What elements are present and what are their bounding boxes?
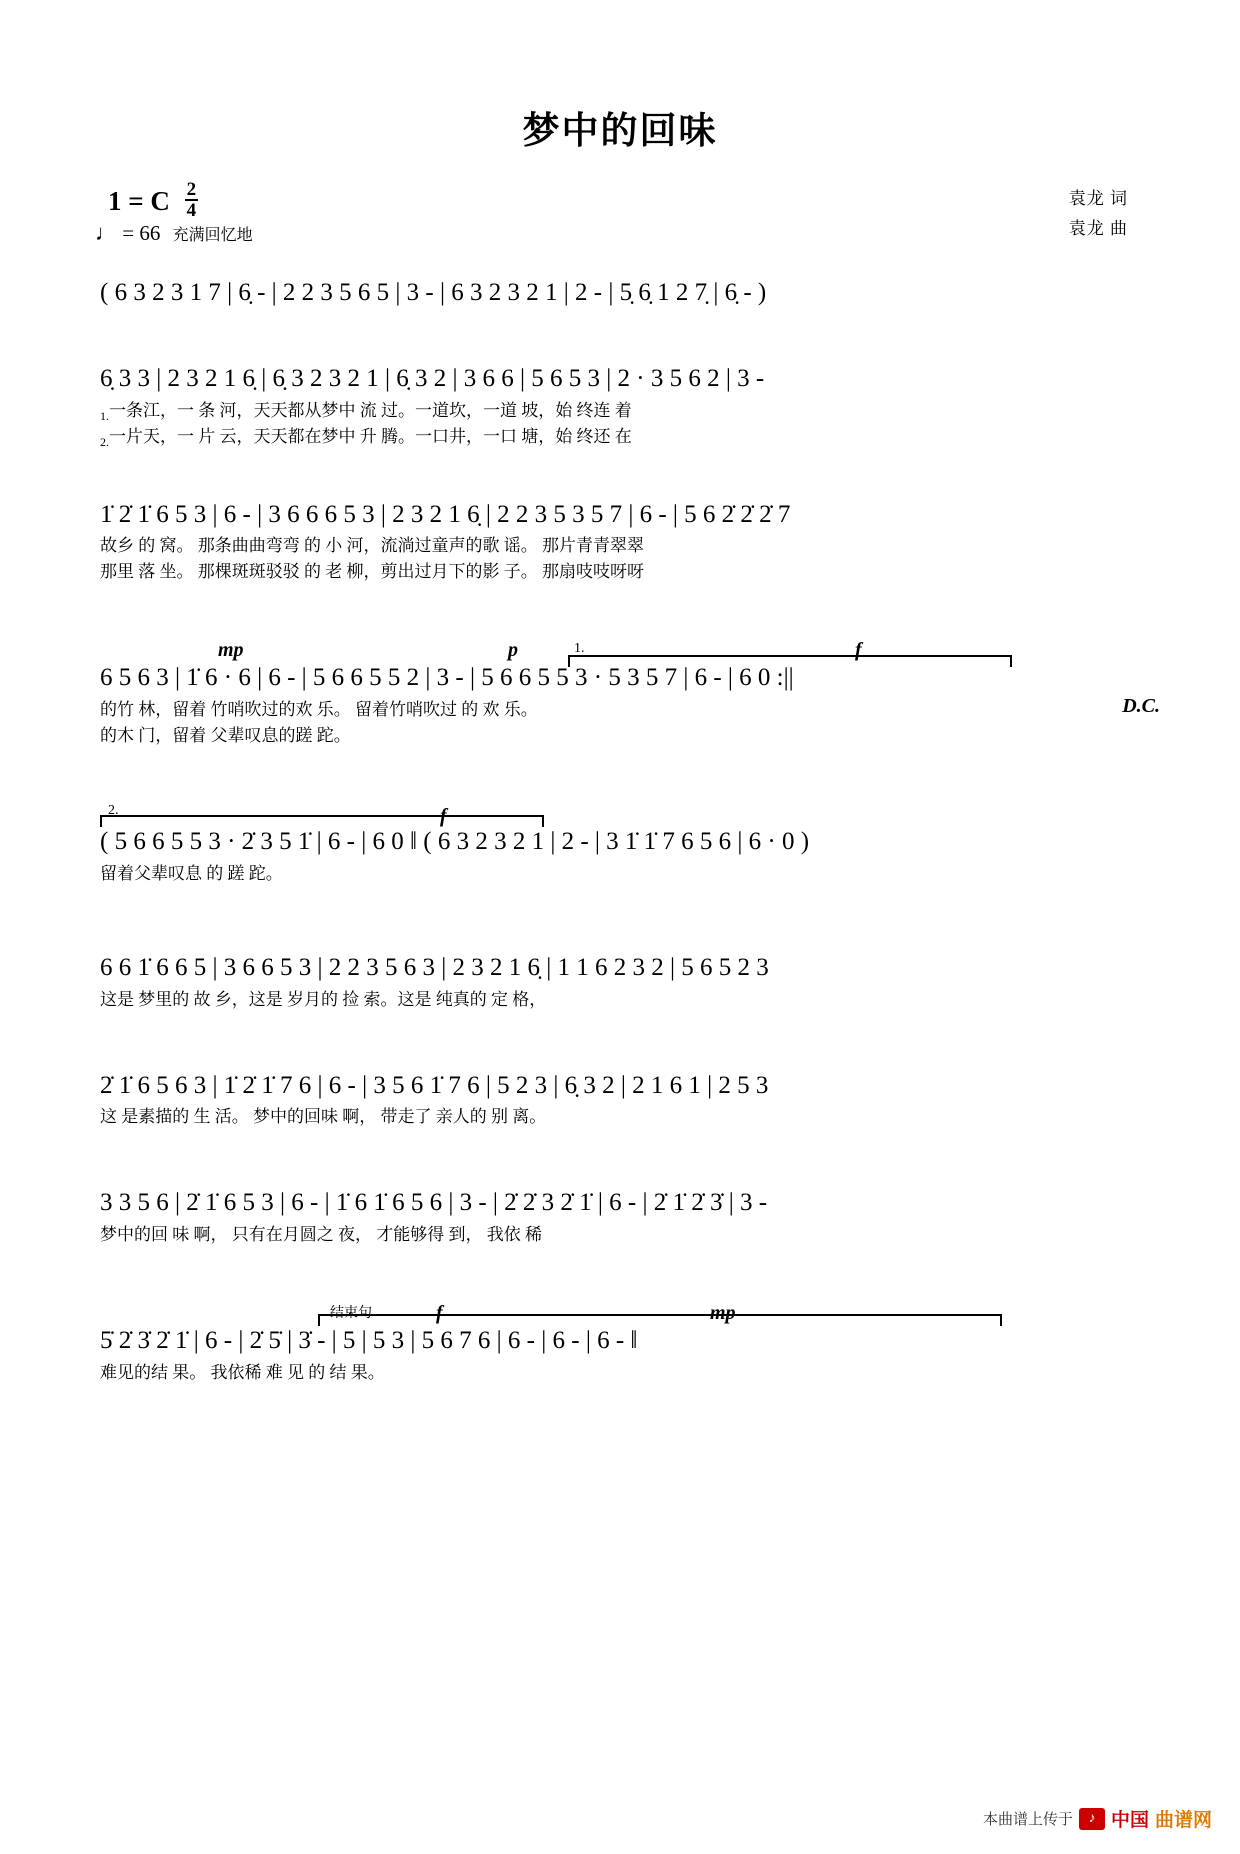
lyric-line	[100, 985, 1150, 1011]
music-system-3	[0, 498, 1240, 584]
verse-number: 2.	[100, 434, 109, 449]
second-ending-label: 2.	[108, 803, 119, 818]
coda-label: 结束句	[330, 1306, 372, 1321]
tempo-expression: 充满回忆地	[172, 227, 253, 244]
lyric-line	[100, 557, 1150, 583]
lyric-line	[100, 721, 1150, 747]
lyricist-credit: 袁龙 词	[1068, 189, 1128, 208]
music-system-7	[0, 1069, 1240, 1129]
music-system-2	[0, 362, 1240, 448]
dc-marking: D.C.	[1122, 695, 1160, 717]
lyric-text: 的木 门，留着 父辈叹息的蹉 跎。	[100, 726, 351, 745]
music-system-1	[0, 276, 1240, 310]
lyric-line	[100, 1358, 1150, 1384]
lyric-line	[100, 1220, 1150, 1246]
watermark	[983, 1805, 1212, 1832]
music-note-icon: ♪	[1079, 1808, 1105, 1830]
tempo-bpm: 66	[139, 221, 161, 245]
dynamic-p: p	[508, 639, 518, 662]
dynamic-f: f	[855, 639, 862, 662]
music-system-8	[0, 1186, 1240, 1246]
key-signature-label: 1 = C	[108, 186, 170, 216]
lyric-line	[100, 695, 1160, 721]
lyric-text: 故乡 的 窝。 那条曲曲弯弯 的 小 河，流淌过童声的歌 谣。 那片青青翠翠	[100, 536, 644, 556]
notation-line: 1̇ 2̇ 1̇ 6 5 3 | 6 - | 3 6 6 6 5 3 | 2 3 2 1 6̣ | 2 2 3 5 3 5 7 | 6 - | 5 6 2̇ 2̇ 2̇ 7	[100, 500, 791, 528]
notation-line: 6 6 1̇ 6 6 5 | 3 6 6 5 3 | 2 2 3 5 6 3 | 2 3 2 1 6̣ | 1 1 6 2 3 2 | 5 6 5 2 3	[100, 953, 769, 981]
lyric-text: 这是 梦里的 故 乡，这是 岁月的 捡 索。这是 纯真的 定 格，	[100, 989, 547, 1009]
music-system-5	[0, 803, 1240, 885]
time-signature	[185, 180, 199, 220]
lyric-text: 留着父辈叹息 的 蹉 跎。	[100, 863, 283, 883]
lyric-line	[100, 1102, 1150, 1128]
tempo-marking	[95, 220, 253, 246]
sheet-music-page	[0, 100, 1240, 1854]
notation-line: 6 5 6 3 | 1̇ 6 · 6 | 6 - | 5 6 6 5 5 2 | 3 - | 5 6 6 5 5 3 · 5 3 5 7 | 6 - | 6 0 :||	[100, 664, 794, 692]
score-header	[0, 180, 1240, 260]
quarter-note-icon: ♩	[95, 220, 117, 245]
lyric-line	[100, 531, 1150, 557]
dynamic-f: f	[440, 805, 447, 827]
credits	[1069, 184, 1128, 244]
watermark-site-orange: 曲谱网	[1154, 1810, 1212, 1831]
lyric-text: 一条江，一 条 河，天天都从梦中 流 过。一道坎，一道 坡，始 终连 着	[109, 400, 632, 420]
watermark-site-red: 中国	[1110, 1810, 1149, 1831]
time-signature-denominator: 4	[186, 200, 197, 221]
lyric-line	[100, 859, 1150, 885]
lyric-line	[100, 422, 1150, 448]
lyric-text: 这 是素描的 生 活。 梦中的回味 啊， 带走了 亲人的 别 离。	[100, 1107, 547, 1127]
music-system-6	[0, 951, 1240, 1011]
page-title: 梦中的回味	[522, 110, 718, 151]
notation-line: 3 3 5 6 | 2̇ 1̇ 6 5 3 | 6 - | 1̇ 6 1̇ 6 5 6 | 3 - | 2̇ 2̇ 3 2̇ 1̇ | 6 - | 2̇ 1̇ 2̇ 3̇ | 3 -	[100, 1189, 768, 1217]
time-signature-numerator: 2	[186, 179, 197, 200]
notation-line: 6̣ 3 3 | 2 3 2 1 6̣ | 6̣ 3 2 3 2 1 | 6̣ 3 2 | 3 6 6 | 5 6 5 3 | 2 · 3 5 6 2 | 3 -	[100, 364, 765, 392]
dynamic-mp: mp	[710, 1302, 736, 1324]
lyric-line	[100, 396, 1150, 422]
lyric-text: 难见的结 果。 我依稀 难 见 的 结 果。	[100, 1362, 385, 1382]
notation-line: 2̇ 1̇ 6 5 6 3 | 1̇ 2̇ 1̇ 7 6 | 6 - | 3 5 6 1̇ 7 6 | 5 2 3 | 6̣ 3 2 | 2 1 6 1 | 2 5 3	[100, 1071, 769, 1099]
lyric-text: 那里 落 坐。 那棵斑斑驳驳 的 老 柳，剪出过月下的影 子。 那扇吱吱呀呀	[100, 562, 644, 582]
lyric-text: 梦中的回 味 啊， 只有在月圆之 夜， 才能够得 到， 我依 稀	[100, 1225, 542, 1244]
dynamic-f: f	[436, 1302, 443, 1324]
lyric-text: 的竹 林，留着 竹哨吹过的欢 乐。 留着竹哨吹过 的 欢 乐。	[100, 700, 538, 719]
notation-line: ( 5 6 6 5 5 3 · 2̇ 3 5 1̇ | 6 - | 6 0 ‖ ( 6 3 2 3 2 1 | 2 - | 3 1̇ 1̇ 7 6 5 6 | 6 · 0 )	[100, 828, 810, 855]
music-system-9	[0, 1302, 1240, 1384]
tempo-equals: =	[122, 221, 135, 245]
lyric-text: 一片天，一 片 云，天天都在梦中 升 腾。一口井，一口 塘，始 终还 在	[109, 426, 632, 446]
verse-number: 1.	[100, 408, 109, 423]
composer-credit: 袁龙 曲	[1068, 218, 1128, 238]
music-system-4	[0, 639, 1240, 747]
notation-line: 5̇ 2̇ 3̇ 2̇ 1̇ | 6 - | 2̇ 5̇ | 3̇ - | 5 | 5 3 | 5 6 7 6 | 6 - | 6 - | 6 - ‖	[100, 1327, 638, 1354]
watermark-text: 本曲谱上传于	[982, 1812, 1073, 1828]
dynamic-mp: mp	[218, 639, 244, 662]
key-signature	[108, 180, 198, 220]
first-ending-label: 1.	[574, 641, 585, 657]
notation-line: ( 6 3 2 3 1 7 | 6̣ - | 2 2 3 5 6 5 | 3 - | 6 3 2 3 2 1 | 2 - | 5̣ 6̣ 1 2 7̣ | 6̣ - )	[100, 279, 767, 306]
